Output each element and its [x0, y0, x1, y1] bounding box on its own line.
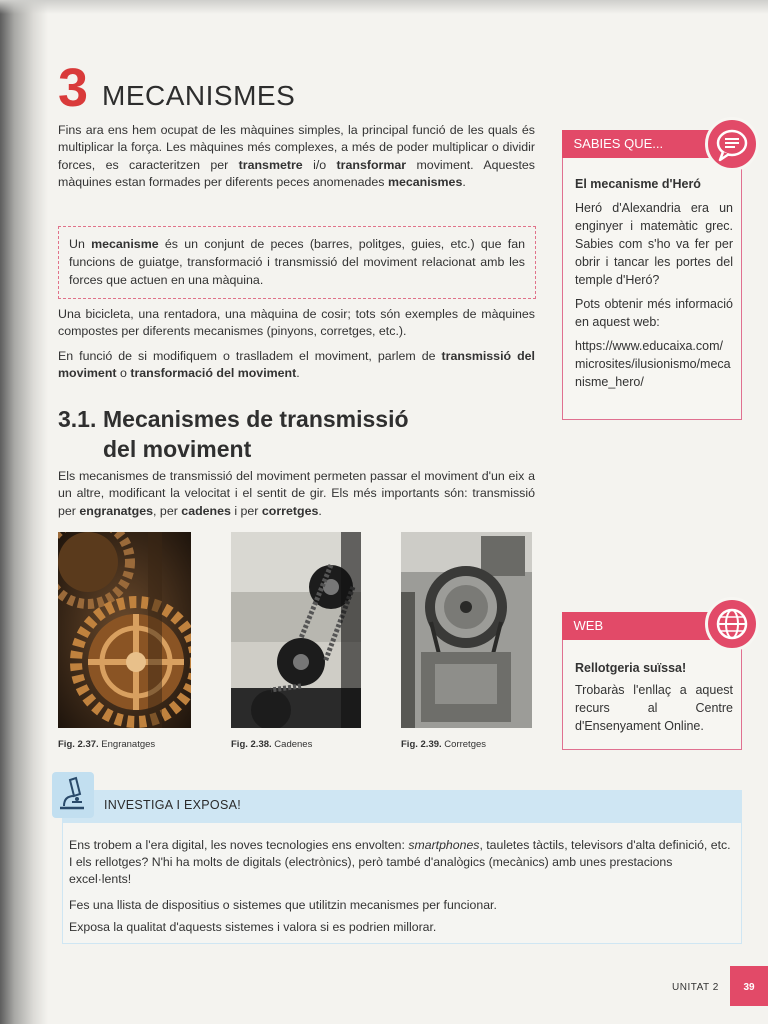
sabies-que-title: El mecanisme d'Heró: [575, 177, 701, 191]
sabies-que-box: [562, 130, 742, 420]
section-bold-corretges: corretges: [261, 503, 319, 518]
figure-number: Fig. 2.37.: [58, 739, 99, 750]
chains-image: [231, 532, 361, 728]
web-text: Trobaràs l'enllaç a aquest recurs al Centre d'Ensenyament Online.: [575, 683, 733, 733]
section-text-e: i per: [230, 503, 262, 518]
section-number: 3.1.: [58, 406, 97, 432]
definition-prefix: Un: [69, 237, 92, 251]
section-paragraph: [58, 468, 535, 520]
speech-bubble-icon: [705, 117, 759, 171]
photo-gears: [58, 532, 191, 728]
sabies-que-text: Heró d'Alexandria era un enginyer i matemàtic grec. Sabies com s'ho va fer per obrir i tancar les portes del temple d'Heró?: [575, 201, 733, 287]
investiga-title: INVESTIGA I EXPOSA!: [104, 798, 241, 812]
sabies-que-link[interactable]: https://www.educaixa.com/microsites/ilusionismo/mecanisme_hero/: [575, 339, 731, 389]
definition-box: [58, 226, 536, 299]
investiga-italic-smartphones: smartphones: [408, 838, 480, 852]
intro-text-e: .: [462, 175, 466, 190]
figure-caption-3: [401, 739, 486, 750]
footer-unit-label: [672, 982, 719, 993]
photo-chains: [231, 532, 361, 728]
gears-image: [58, 532, 191, 728]
page-number: 39: [730, 966, 768, 1006]
investiga-paragraph-3: Exposa la qualitat d'aquests sistemes i valora si es podrien millorar.: [69, 920, 437, 934]
figure-caption-text: Corretges: [441, 739, 487, 750]
figure-caption-1: [58, 739, 155, 750]
investiga-text-c: , tauletes tàctils, televisors d'alta definició, etc. I els rellotges? N'hi ha molts de digitals (electrònics), però també d'analògics (mecànics) amb unes prestacions excel·lents!: [69, 838, 731, 886]
investiga-body: [62, 822, 742, 944]
investiga-text-a: Ens trobem a l'era digital, les noves tecnologies ens envolten:: [69, 838, 409, 852]
p3-bold-transformacio: transformació del moviment: [130, 366, 297, 381]
intro-text-a: Fins ara ens hem ocupat de les màquines simples, la principal funció de les quals és multiplicar la força. Les màquines més complexes, a més de poder multiplicar o dividir forces, es caracteritzen per: [58, 123, 535, 172]
sabies-que-header: SABIES QUE...: [562, 130, 712, 158]
figure-number: Fig. 2.39.: [401, 739, 442, 750]
intro-bold-transformar: transformar: [336, 157, 407, 172]
investiga-header: [62, 790, 742, 822]
page-top-shade: [0, 0, 768, 14]
definition-term: mecanisme: [91, 237, 159, 251]
microscope-icon: [52, 772, 94, 818]
section-bold-cadenes: cadenes: [181, 503, 231, 518]
figure-caption-text: Engranatges: [98, 739, 156, 750]
p3-text-e: .: [296, 366, 300, 381]
p3-bold-transmissio: transmissió del moviment: [58, 349, 535, 381]
belts-image: [401, 532, 532, 728]
investiga-paragraph-2: Fes una llista de dispositius o sistemes que utilitzin mecanismes per funcionar.: [69, 898, 497, 912]
definition-text: és un conjunt de peces (barres, politges, guies, etc.) que fan funcions de guiatge, transformació i transmissió del moviment relacionat amb les forces que actuen en una màquina.: [69, 237, 525, 287]
web-box: [562, 612, 742, 750]
footer-unit-text: UNITAT 2: [672, 982, 719, 993]
transmission-paragraph: [58, 348, 535, 383]
p3-text-a: En funció de si modifiquem o traslladem el moviment, parlem de: [58, 349, 442, 363]
section-title: Mecanismes de transmissió del moviment: [103, 406, 409, 462]
chapter-number: 3: [58, 58, 89, 118]
sabies-que-text2: Pots obtenir més informació en aquest web:: [575, 297, 733, 329]
examples-paragraph: Una bicicleta, una rentadora, una màquina de cosir; tots són exemples de màquines compostes per diferents mecanismes (pinyons, corretges, etc.).: [58, 307, 535, 339]
figure-number: Fig. 2.38.: [231, 739, 272, 750]
figure-caption-text: Cadenes: [271, 739, 313, 750]
section-text-c: , per: [153, 503, 182, 518]
chapter-title: MECANISMES: [102, 80, 296, 111]
web-title: Rellotgeria suïssa!: [575, 661, 687, 675]
figure-caption-2: [231, 739, 312, 750]
section-text-g: .: [318, 503, 322, 518]
intro-paragraph: [58, 122, 535, 192]
investiga-paragraph-1: [69, 837, 733, 888]
intro-bold-transmetre: transmetre: [238, 157, 303, 172]
section-bold-engranatges: engranatges: [79, 503, 154, 518]
photo-belts: [401, 532, 532, 728]
intro-bold-mecanismes: mecanismes: [387, 175, 463, 190]
web-header: WEB: [562, 612, 712, 640]
section-text-a: Els mecanismes de transmissió del moviment permeten passar el moviment d'un eix a un altre, modificant la velocitat i el sentit de gir. Els més importants són: transmissió per: [58, 469, 535, 518]
binding-shadow: [0, 0, 48, 1024]
globe-icon: [705, 597, 759, 651]
intro-text-b: i/o: [302, 157, 337, 172]
intro-text-c: moviment. Aquestes màquines estan formades per diferents peces anomenades: [58, 157, 535, 190]
p3-text-c: o: [116, 366, 131, 381]
